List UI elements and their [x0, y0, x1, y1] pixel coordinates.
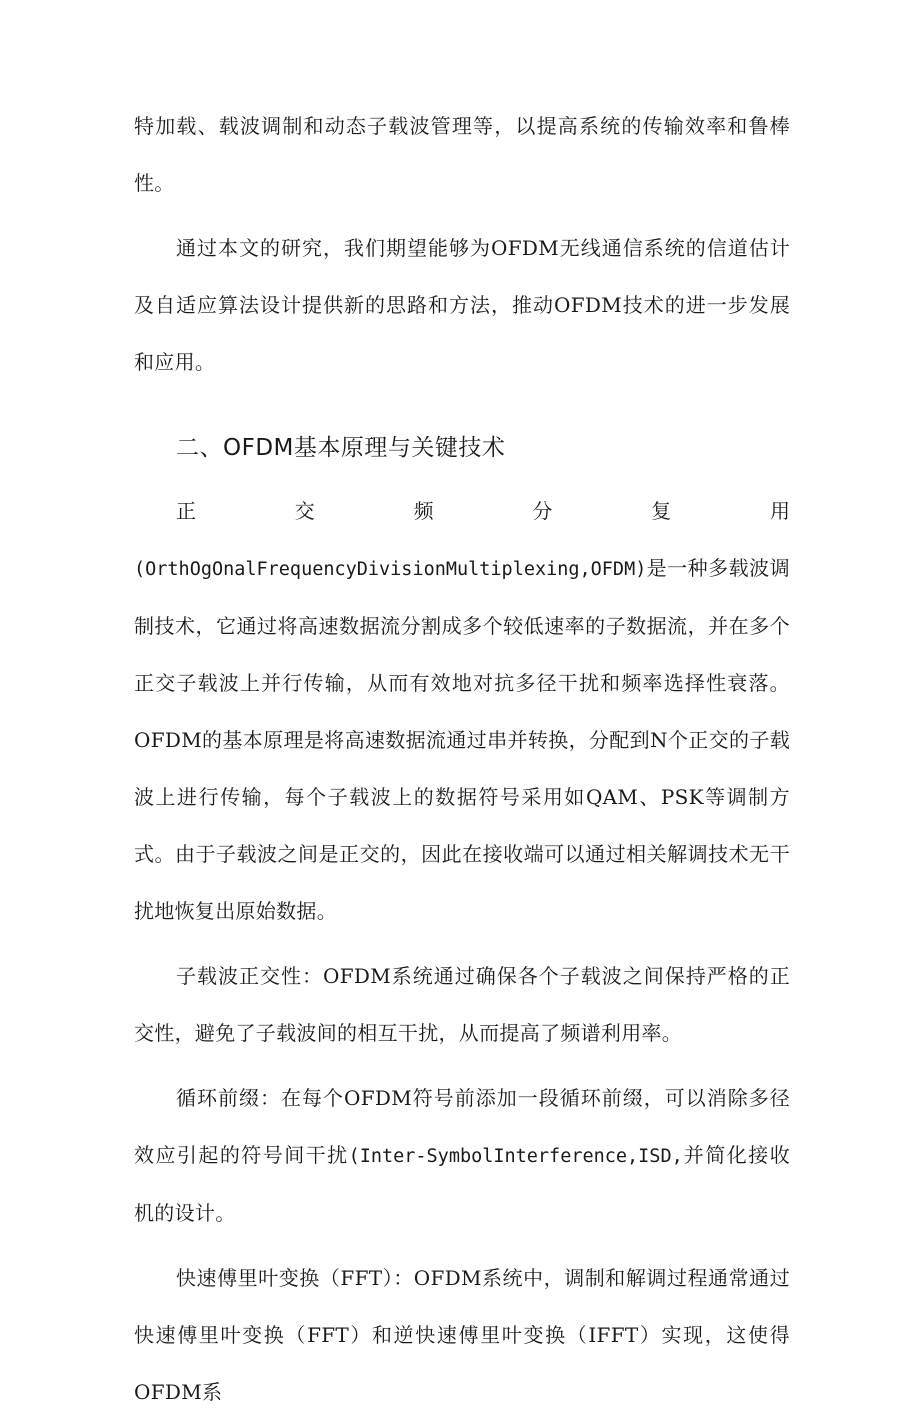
ofdm-principle-text: 是一种多载波调制技术，它通过将高速数据流分割成多个较低速率的子数据流，并在多个正交子载波上并行传输，从而有效地对抗多径干扰和频率选择性衰落。OFDM的基本原理是将高速数据流通过串并转换，分配到N个正交的子载波上进行传输，每个子载波上的数据符号采用如QAM、PSK等调制方式。由于子载波之间是正交的，因此在接收端可以通过相关解调技术无干扰地恢复出原始数据。: [134, 556, 790, 923]
spread-line: [134, 483, 790, 540]
section-heading: 二、OFDM基本原理与关键技术: [176, 435, 506, 461]
ofdm-term: (OrthOgOnalFrequencyDivisionMultiplexing,OFDM): [134, 559, 647, 580]
paragraph-fft: 快速傅里叶变换（FFT）：OFDM系统中，调制和解调过程通常通过快速傅里叶变换（FFT）和逆快速傅里叶变换（IFFT）实现，这使得OFDM系: [134, 1266, 790, 1404]
paragraph-research-goal: 通过本文的研究，我们期望能够为OFDM无线通信系统的信道估计及自适应算法设计提供新的思路和方法，推动OFDM技术的进一步发展和应用。: [134, 236, 790, 374]
spread-char: 频: [413, 499, 434, 523]
isi-term: (Inter-SymbolInterference,ISD,: [348, 1146, 683, 1167]
spread-char: 分: [532, 499, 553, 523]
paragraph-orthogonality: 子载波正交性：OFDM系统通过确保各个子载波之间保持严格的正交性，避免了子载波间的相互干扰，从而提高了频谱利用率。: [134, 964, 790, 1045]
cyclic-prefix-text-a: 循环前缀：在每个OFDM符号前添加一段循环前缀，可以消除多径效应引起的符号间干扰: [134, 1086, 790, 1167]
cyclic-prefix-text-b: 并简化接收机的设计。: [134, 1143, 791, 1225]
spread-char: 交: [294, 499, 315, 523]
paragraph-cyclic-prefix: [134, 1070, 790, 1242]
spread-char: 正: [176, 499, 196, 523]
spread-char: 用: [769, 499, 790, 523]
spread-char: 复: [651, 499, 672, 523]
paragraph-continuation: 特加载、载波调制和动态子载波管理等，以提高系统的传输效率和鲁棒性。: [134, 114, 790, 195]
paragraph-ofdm-principle: [134, 540, 790, 940]
document-page: [134, 98, 790, 1421]
